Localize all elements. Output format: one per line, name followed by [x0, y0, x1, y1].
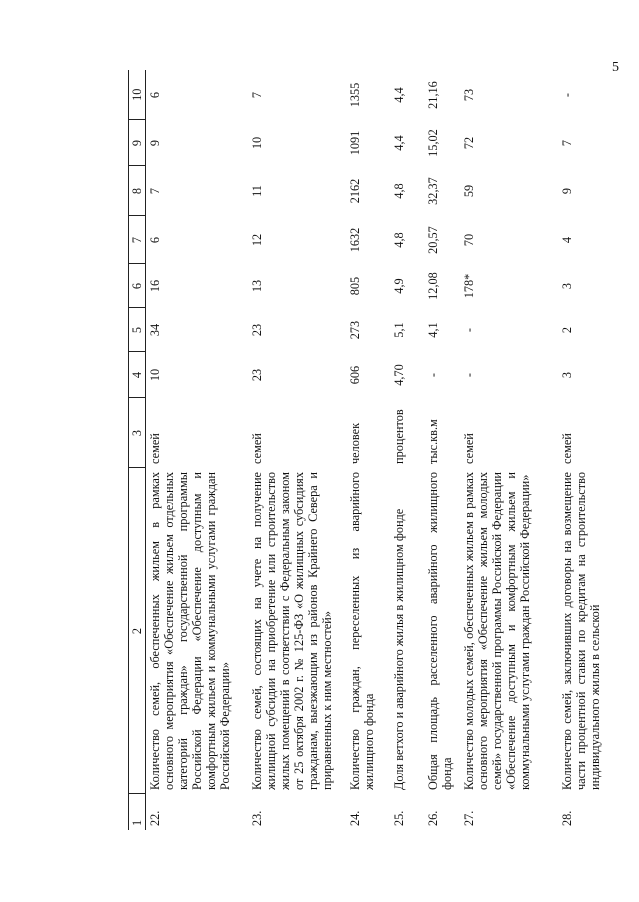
value-cell: 10 [148, 368, 162, 382]
unit-cell: семей [462, 433, 476, 464]
column-header: 7 [129, 216, 146, 264]
table-row [248, 70, 346, 830]
value-cell: 4,8 [392, 183, 406, 199]
value-cell: 12,08 [426, 272, 440, 300]
value-cell: 72 [462, 136, 476, 150]
indicator-name: Количество граждан, переселенных из аварийного жилищного фонда [348, 472, 376, 790]
table-row [146, 70, 249, 830]
value-cell: 5,1 [392, 322, 406, 338]
column-header: 2 [129, 468, 146, 794]
row-number: 24. [348, 810, 362, 826]
column-header: 4 [129, 352, 146, 398]
value-cell: - [426, 372, 440, 378]
indicators-table [128, 70, 614, 830]
row-number: 28. [560, 810, 574, 826]
value-cell: 4,4 [392, 87, 406, 103]
value-cell: 4,4 [392, 135, 406, 151]
page-number: 5 [612, 60, 619, 75]
value-cell: 13 [250, 279, 264, 293]
value-cell: 6 [148, 91, 162, 99]
value-cell: 3 [560, 371, 574, 379]
table-row [346, 70, 390, 830]
value-cell: 3 [560, 282, 574, 290]
column-header: 10 [129, 70, 146, 120]
table-row [424, 70, 460, 830]
value-cell: 12 [250, 233, 264, 247]
value-cell: 4,70 [392, 364, 406, 386]
value-cell: 4,8 [392, 232, 406, 248]
value-cell: 15,02 [426, 129, 440, 157]
unit-cell: процентов [392, 409, 406, 464]
indicator-name: Количество молодых семей, обеспеченных жильем в рамках основного мероприятия «Обеспечение жильем молодых семей» государственной программы Российской Федерации «Обеспечение доступным и комфортным жильем и коммунальными услугами граждан Российской Федерации» [462, 472, 532, 790]
value-cell: 23 [250, 368, 264, 382]
column-header: 8 [129, 166, 146, 216]
value-cell: 1632 [348, 227, 362, 253]
value-cell: 16 [148, 279, 162, 293]
indicator-name: Количество семей, обеспеченных жильем в рамках основного мероприятия «Обеспечение жильем отдельных категорий граждан» государственной программы Российской Федерации «Обеспечение доступным и комфортным жильем и коммунальными услугами граждан Российской Федерации» [148, 472, 232, 790]
unit-cell: человек [348, 422, 362, 464]
value-cell: 9 [560, 187, 574, 195]
value-cell: 7 [250, 91, 264, 99]
row-number: 25. [392, 810, 406, 826]
value-cell: 11 [250, 185, 264, 197]
column-header: 1 [129, 794, 146, 830]
value-cell: 2162 [348, 178, 362, 204]
value-cell: 805 [348, 276, 362, 296]
value-cell: 606 [348, 365, 362, 385]
value-cell: 23 [250, 323, 264, 337]
value-cell: 21,16 [426, 81, 440, 109]
column-header: 9 [129, 120, 146, 166]
value-cell: 10 [250, 136, 264, 150]
value-cell: 178* [462, 273, 476, 299]
row-number: 23. [250, 810, 264, 826]
value-cell: 4,9 [392, 278, 406, 294]
value-cell: 4 [560, 236, 574, 244]
row-number: 27. [462, 810, 476, 826]
row-number: 22. [148, 810, 162, 826]
value-cell: 273 [348, 320, 362, 340]
column-header: 6 [129, 264, 146, 308]
rotated-table-wrapper [128, 70, 639, 830]
value-cell: 2 [560, 326, 574, 334]
value-cell: 59 [462, 184, 476, 198]
value-cell: 6 [148, 236, 162, 244]
value-cell: 34 [148, 323, 162, 337]
indicator-name: Количество семей, состоящих на учете на получение жилищной субсидии на приобретение или строительство жилых помещений в соответствии с Федеральным законом от 25 октября 2002 г. № 125-ФЗ «О жилищных субсидиях гражданам, выезжающим из районов Крайнего Севера и приравненных к ним местностей» [250, 472, 334, 790]
value-cell: 4,1 [426, 322, 440, 338]
table-row [390, 70, 424, 830]
unit-cell: семей [148, 433, 162, 464]
value-cell: 73 [462, 88, 476, 102]
value-cell: 32,37 [426, 177, 440, 205]
unit-cell: семей [560, 433, 574, 464]
value-cell: 1355 [348, 82, 362, 108]
indicator-name: Доля ветхого и аварийного жилья в жилищном фонде [392, 508, 406, 790]
column-header: 5 [129, 308, 146, 352]
column-header: 3 [129, 398, 146, 468]
unit-cell: семей [250, 433, 264, 464]
value-cell: 7 [148, 187, 162, 195]
value-cell: 7 [560, 139, 574, 147]
table-row [460, 70, 558, 830]
value-cell: 1091 [348, 130, 362, 156]
table-row [558, 70, 614, 830]
value-cell: 70 [462, 233, 476, 247]
row-number: 26. [426, 810, 440, 826]
table-header-row [129, 70, 146, 830]
value-cell: - [462, 327, 476, 333]
indicator-name: Общая площадь расселенного аварийного жилищного фонда [426, 472, 454, 790]
value-cell: 20,57 [426, 226, 440, 254]
value-cell: 9 [148, 139, 162, 147]
indicator-name: Количество семей, заключивших договоры на возмещение части процентной ставки по кредитам на строительство индивидуального жилья в сельской [560, 472, 602, 790]
unit-cell: тыс.кв.м [426, 419, 440, 464]
value-cell: - [462, 372, 476, 378]
value-cell: - [560, 92, 574, 98]
